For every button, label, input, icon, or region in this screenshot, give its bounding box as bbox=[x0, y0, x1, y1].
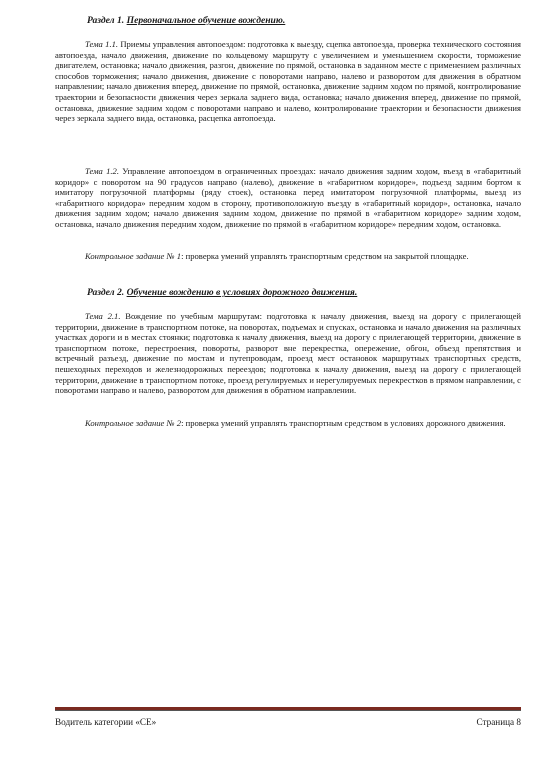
section-2-title: Обучение вождению в условиях дорожного движения. bbox=[126, 287, 358, 298]
control-task-2-label: Контрольное задание № 2 bbox=[85, 418, 182, 428]
topic-2-1-label: Тема 2.1. bbox=[85, 311, 121, 321]
section-1-heading bbox=[87, 15, 285, 27]
section-1-title: Первоначальное обучение вождению. bbox=[126, 15, 286, 26]
topic-2-1-text: Вождение по учебным маршрутам: подготовка к началу движения, выезд на дорогу с прилегающей территории, движение в транспортном потоке, на поворотах, подъемах и спусках, остановка и начало движения на различных участках дороги и в местах стоянки; подготовка к началу движения, выезд на дорогу с прилегающей территории, движение в транспортном потоке, перестроения, повороты, разворот вне перекрестка, опережение, обгон, объезд препятствия и встречный разъезд, движение по мостам и путепроводам, проезд мест остановок маршрутных транспортных средств, пешеходных переходов и железнодорожных переездов; подготовка к началу движения, выезд на дорогу с прилегающей территории, движение в транспортном потоке, проезд регулируемых и нерегулируемых перекрестков в прямом направлении, с поворотами направо и налево, разворотом для движения в обратном направлении. bbox=[55, 311, 521, 396]
control-task-2-text: : проверка умений управлять транспортным средством в условиях дорожного движения. bbox=[181, 418, 506, 428]
topic-2-1-paragraph bbox=[55, 311, 521, 396]
topic-1-1-label: Тема 1.1. bbox=[85, 39, 119, 49]
control-task-2-paragraph bbox=[55, 418, 521, 429]
section-2-prefix: Раздел 2. bbox=[87, 287, 125, 298]
control-task-1-paragraph bbox=[55, 251, 521, 262]
document-page bbox=[55, 0, 521, 768]
section-2-heading bbox=[87, 287, 357, 299]
footer-document-title: Водитель категории «СЕ» bbox=[55, 717, 157, 727]
topic-1-2-label: Тема 1.2. bbox=[85, 166, 119, 176]
footer-page-number: Страница 8 bbox=[476, 717, 521, 727]
control-task-1-label: Контрольное задание № 1 bbox=[85, 251, 182, 261]
section-1-prefix: Раздел 1. bbox=[87, 15, 125, 26]
topic-1-2-text: Управление автопоездом в ограниченных проездах: начало движения задним ходом, въезд в «габаритный коридор» с поворотом на 90 градусов направо (налево), движение в «габаритном коридоре», подъезд задним бортом к имитатору погрузочной платформы (ряду стоек), остановка перед имитатором погрузочной платформы, выезд из «габаритного коридора» передним ходом в сторону, противоположную въезду в «габаритный коридор», остановка, начало движения задним ходом; начало движения задним ходом, движение по прямой в «габаритном коридоре» задним ходом, остановка, начало движения передним ходом, движение по прямой в «габаритном коридоре» передним ходом, остановка. bbox=[55, 166, 522, 229]
topic-1-1-paragraph bbox=[55, 39, 521, 124]
topic-1-1-text: Приемы управления автопоездом: подготовка к выезду, сцепка автопоезда, проверка технического состояния автопоезда, начало движения, движение по кольцевому маршруту с увеличением и уменьшением скорости, торможение двигателем, остановка; начало движения, разгон, движение по прямой, остановка в заданном месте с применением различных способов торможения; начало движения, движение с поворотами направо, налево и разворотом для движения в обратном направлении; начало движения вперед, движение по прямой, остановка, движение задним ходом по прямой, контролирование траектории и безопасности движения через зеркала заднего вида, остановка; начало движения вперед, движение по прямой, остановка, движение задним ходом с поворотами направо и налево, контролирование траектории и безопасности движения через зеркала заднего вида, остановка, расцепка автопоезда. bbox=[55, 39, 521, 124]
footer-divider bbox=[55, 707, 521, 711]
topic-1-2-paragraph bbox=[55, 166, 521, 230]
control-task-1-text: : проверка умений управлять транспортным средством на закрытой площадке. bbox=[181, 251, 469, 261]
